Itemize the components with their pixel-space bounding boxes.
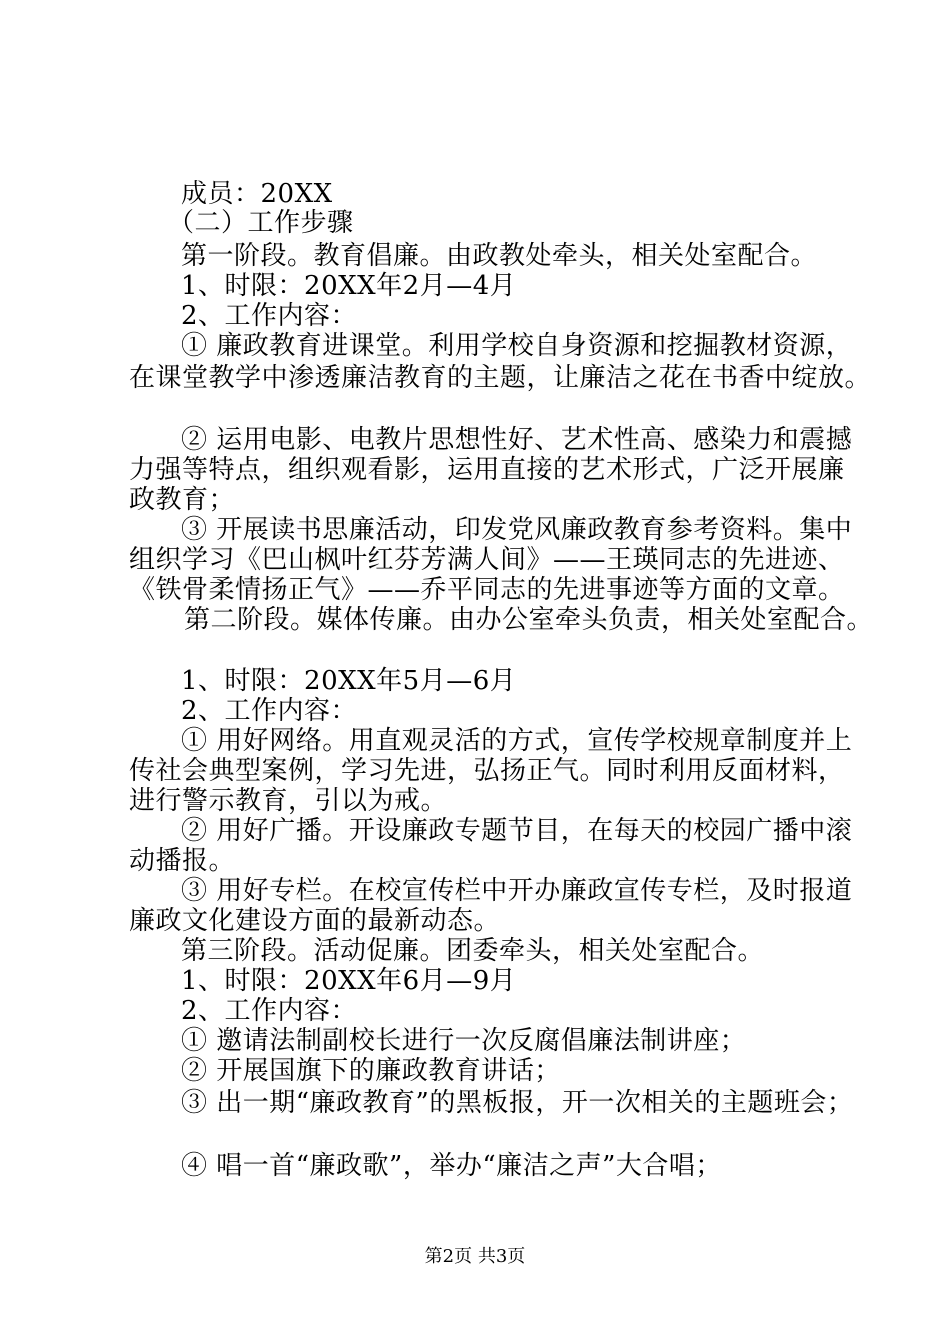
text-line: ② 运用电影、电教片思想性好、艺术性高、感染力和震撼 [181, 425, 853, 455]
text-line: ④ 唱一首“廉政歌”，举办“廉洁之声”大合唱； [181, 1151, 722, 1181]
text-line: 动播报。 [129, 846, 236, 876]
phase-heading: 第二阶段。媒体传廉。由办公室牵头负责，相关处室配合。 [184, 605, 874, 635]
text-line: 在课堂教学中渗透廉洁教育的主题，让廉洁之花在书香中绽放。 [129, 363, 872, 393]
phase-heading: 第一阶段。教育倡廉。由政教处牵头，相关处室配合。 [181, 241, 818, 271]
text-line: 政教育； [129, 485, 236, 515]
text-line: 2、工作内容： [181, 996, 358, 1026]
text-line: 《铁骨柔情扬正气》——乔平同志的先进事迹等方面的文章。 [129, 575, 845, 605]
text-line: ① 廉政教育进课堂。利用学校自身资源和挖掘教材资源， [181, 331, 853, 361]
text-line: 成员：20XX [181, 179, 333, 209]
text-line: 2、工作内容： [181, 301, 358, 331]
text-line: 1、时限：20XX年2月—4月 [181, 271, 517, 301]
text-line: 2、工作内容： [181, 696, 358, 726]
text-line: 力强等特点，组织观看影，运用直接的艺术形式，广泛开展廉 [129, 455, 845, 485]
section-heading: （二）工作步骤 [168, 208, 354, 238]
text-line: 组织学习《巴山枫叶红芬芳满人间》——王瑛同志的先进迹、 [129, 545, 845, 575]
text-line: ② 用好广播。开设廉政专题节目，在每天的校园广播中滚 [181, 816, 853, 846]
text-line: 进行警示教育，引以为戒。 [129, 786, 448, 816]
text-line: 廉政文化建设方面的最新动态。 [129, 906, 501, 936]
text-line: ③ 用好专栏。在校宣传栏中开办廉政宣传专栏，及时报道 [181, 876, 853, 906]
text-line: 1、时限：20XX年6月—9月 [181, 966, 517, 996]
page-footer: 第2页 共3页 [424, 1246, 526, 1267]
text-line: ③ 开展读书思廉活动，印发党风廉政教育参考资料。集中 [181, 515, 853, 545]
text-line: ① 邀请法制副校长进行一次反腐倡廉法制讲座； [181, 1026, 747, 1056]
text-line: ① 用好网络。用直观灵活的方式，宣传学校规章制度并上 [181, 726, 853, 756]
text-line: ③ 出一期“廉政教育”的黑板报，开一次相关的主题班会； [181, 1088, 854, 1118]
phase-heading: 第三阶段。活动促廉。团委牵头，相关处室配合。 [181, 936, 765, 966]
text-line: ② 开展国旗下的廉政教育讲话； [181, 1056, 561, 1086]
text-line: 1、时限：20XX年5月—6月 [181, 666, 517, 696]
text-line: 传社会典型案例，学习先进，弘扬正气。同时利用反面材料， [129, 756, 845, 786]
